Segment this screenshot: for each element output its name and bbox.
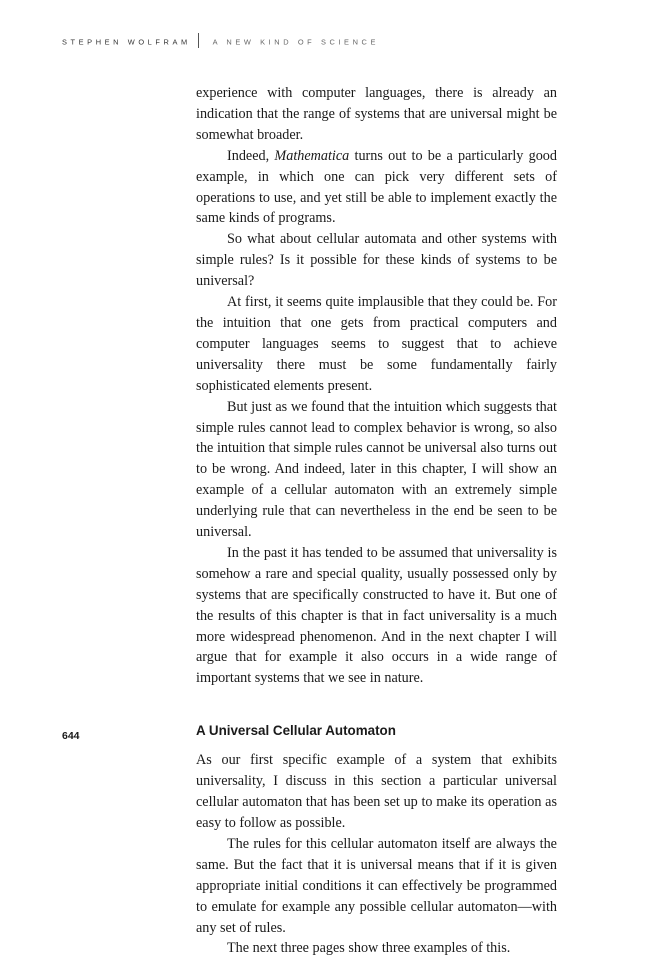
paragraph-implausible: At first, it seems quite implausible that they could be. For the intuition that one gets from practical computers and computer languages seems to suggest that to achieve universality there must be some fundamentally fairly sophisticated elements present. bbox=[196, 294, 557, 394]
mathematica-italic: Mathematica bbox=[274, 147, 350, 164]
section-paragraph-intro: As our first specific example of a system that exhibits universality, I discuss in this section a particular universal cellular automaton that has been set up to make its operation as easy to follow as possible. bbox=[196, 752, 557, 831]
running-head bbox=[62, 37, 379, 48]
page-number: 644 bbox=[62, 730, 80, 742]
paragraph-lead: Indeed, bbox=[227, 147, 270, 164]
paragraph-question: So what about cellular automata and other systems with simple rules? Is it possible for these kinds of systems to be universal? bbox=[196, 231, 557, 290]
author-name: STEPHEN WOLFRAM bbox=[62, 37, 191, 47]
section-paragraph-rules: The rules for this cellular automaton itself are always the same. But the fact that it is universal means that if it is given appropriate initial conditions it can effectively be programmed to emulate for example any possible cellular automaton—with any set of rules. bbox=[196, 835, 557, 936]
paragraph-widespread: In the past it has tended to be assumed that universality is somehow a rare and special quality, usually possessed only by systems that are specifically constructed to have it. But one of the results of this chapter is that in fact universality is a much more widespread phenomenon. And in the next chapter I will argue that for example it also occurs in a wide range of important systems that we see in nature. bbox=[196, 544, 557, 687]
header-divider bbox=[198, 33, 199, 48]
paragraph-rest: turns out to be a particularly good example, in which one can pick very different sets of operations to use, and yet still be able to implement exactly the same kinds of programs. bbox=[196, 147, 557, 227]
section-paragraph-next-pages: The next three pages show three examples of this. bbox=[227, 940, 511, 957]
section-heading: A Universal Cellular Automaton bbox=[196, 723, 396, 739]
main-text bbox=[196, 83, 557, 959]
paragraph-intuition: But just as we found that the intuition which suggests that simple rules cannot lead to complex behavior is wrong, so also the intuition that simple rules cannot be universal also turns out to be wrong. And indeed, later in this chapter, I will show an example of a cellular automaton with an extremely simple underlying rule that can nevertheless in the end be seen to be universal. bbox=[196, 398, 557, 541]
paragraph-mathematica bbox=[196, 146, 557, 230]
paragraph-continued: experience with computer languages, there is already an indication that the range of systems that are universal might be somewhat broader. bbox=[196, 85, 557, 143]
book-title: A NEW KIND OF SCIENCE bbox=[212, 37, 379, 47]
